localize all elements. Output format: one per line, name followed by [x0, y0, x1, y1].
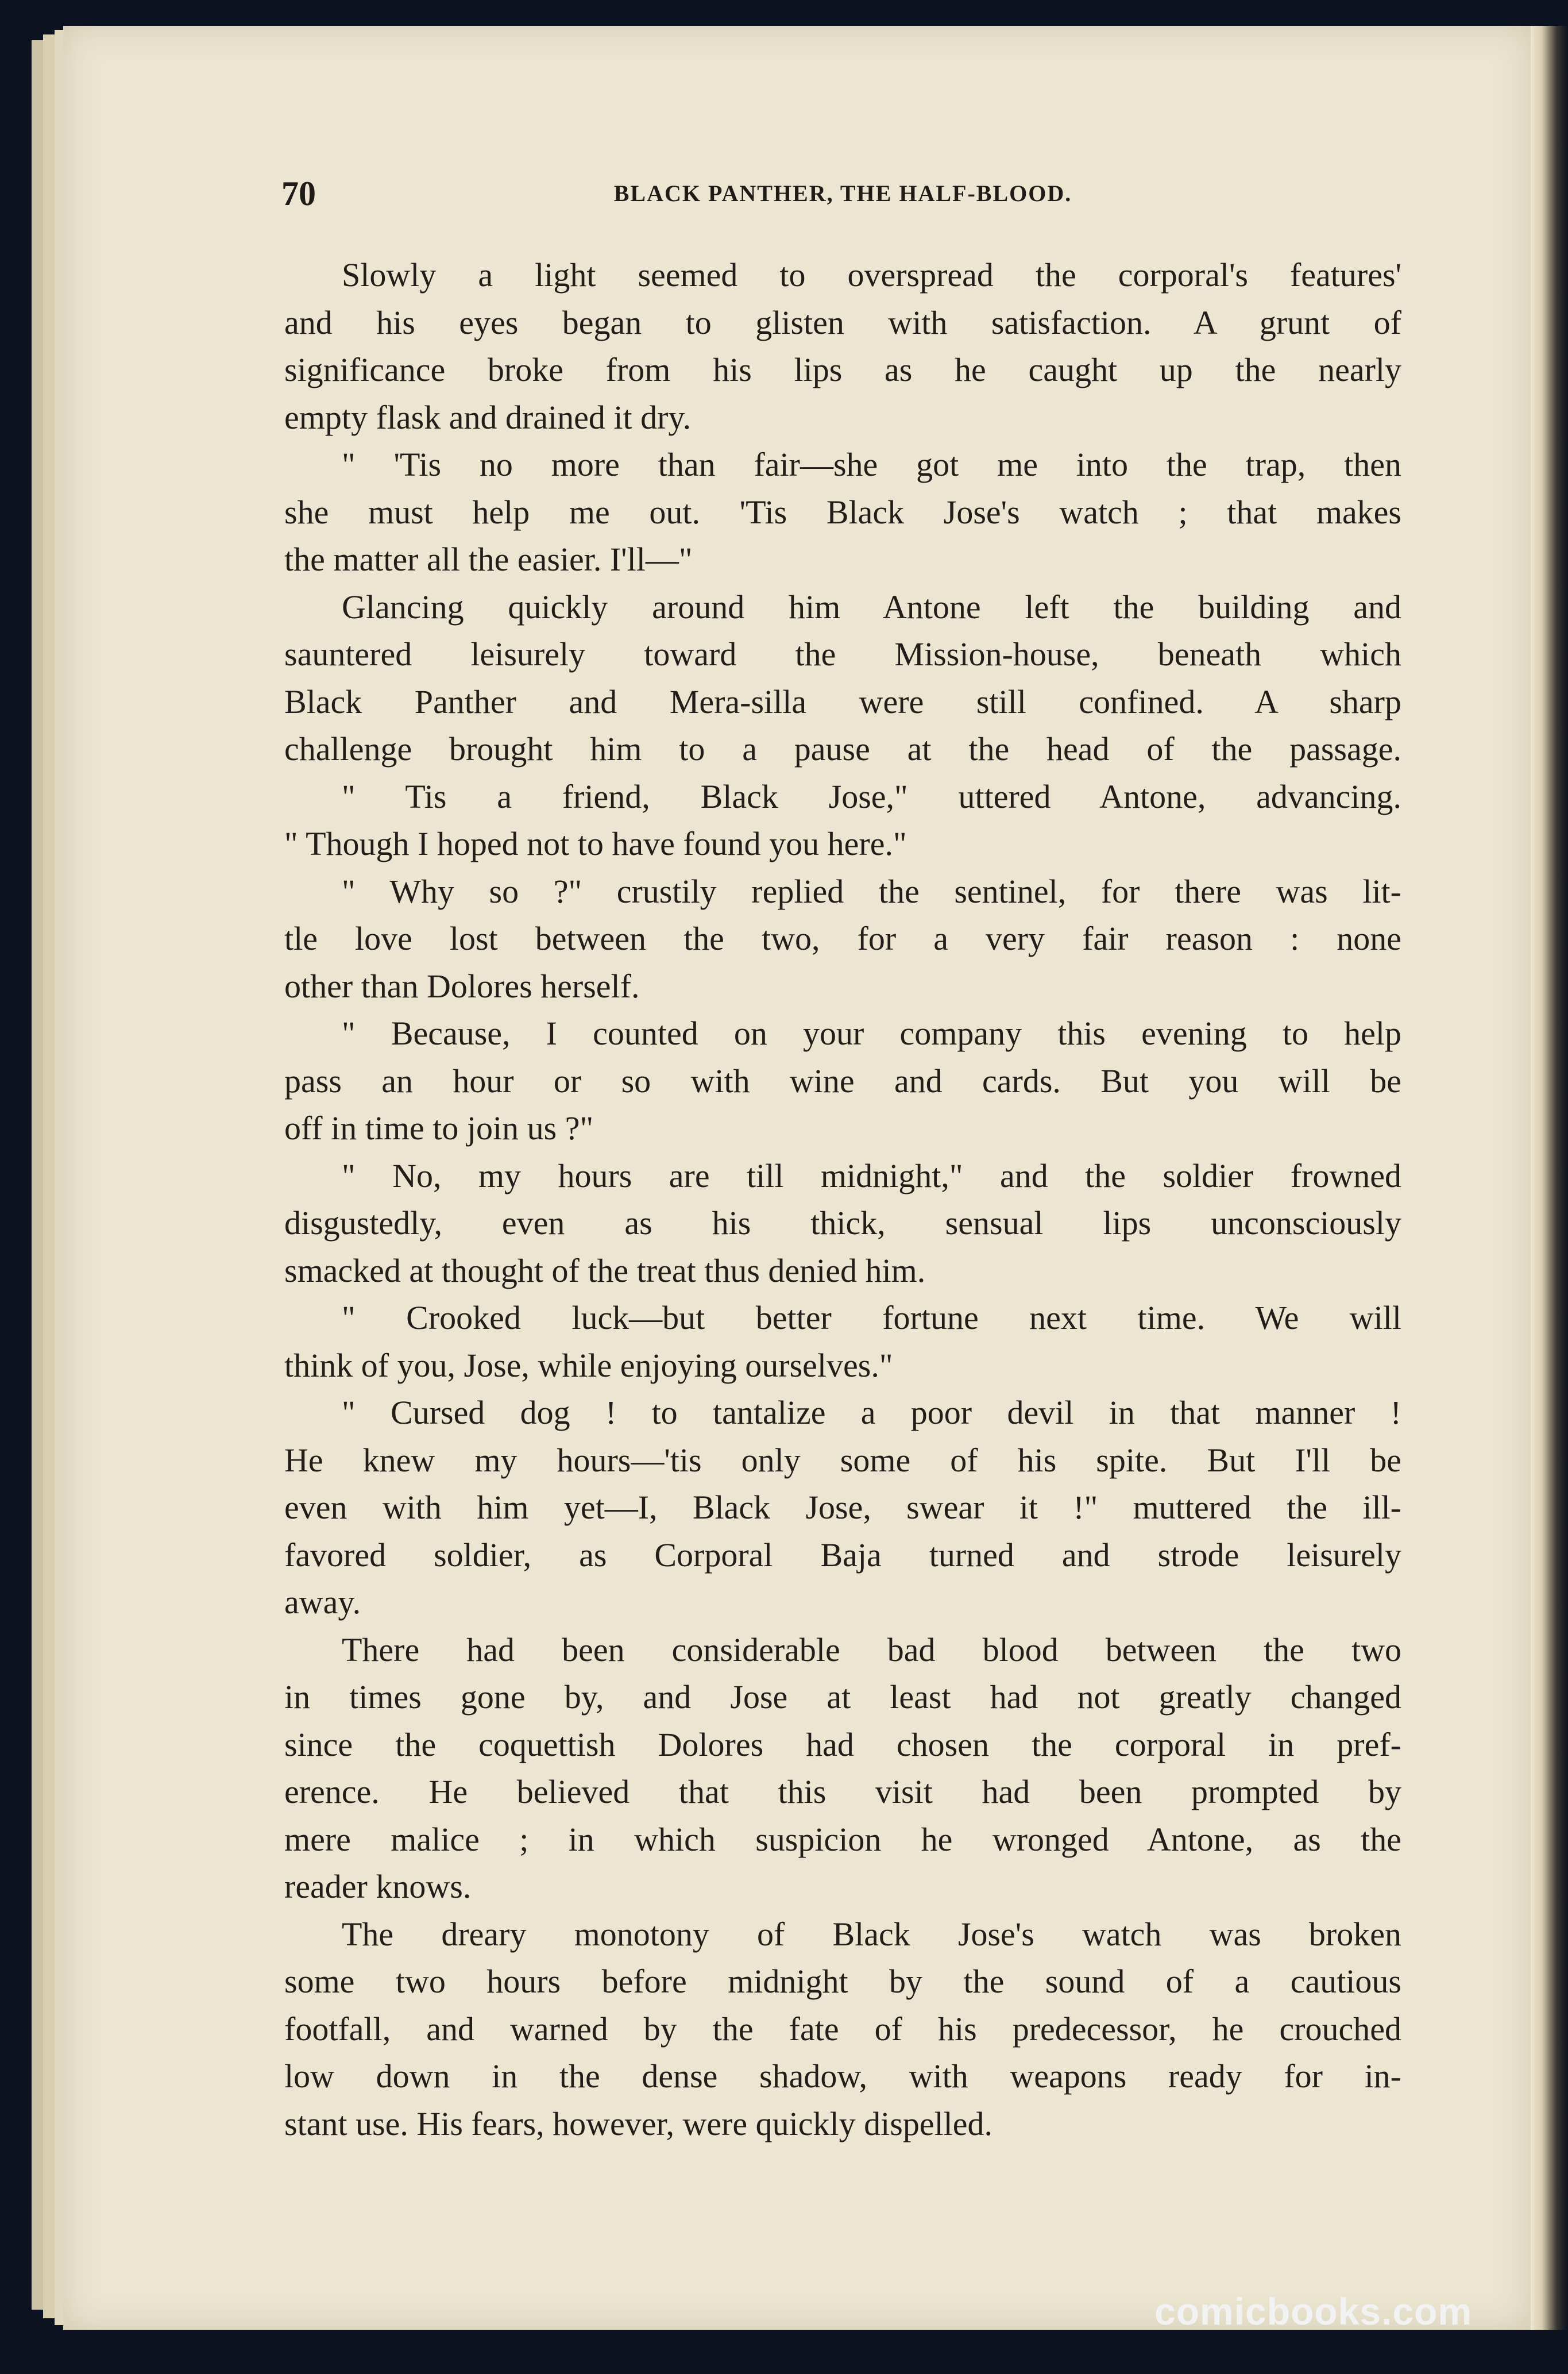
- text-line: challenge brought him to a pause at the head of the passage.: [284, 730, 1401, 768]
- text-line: tle love lost between the two, for a very fair reason : none: [284, 920, 1401, 957]
- text-line: other than Dolores herself.: [284, 967, 640, 1005]
- text-line: The dreary monotony of Black Jose's watch was broken: [342, 1915, 1401, 1953]
- text-line: in times gone by, and Jose at least had not greatly changed: [284, 1678, 1401, 1716]
- text-line: " Why so ?" crustily replied the sentinel, for there was lit-: [342, 872, 1401, 910]
- text-line: sauntered leisurely toward the Mission-house, beneath which: [284, 635, 1401, 673]
- body-text: [284, 252, 1401, 2148]
- text-line: significance broke from his lips as he caught up the nearly: [284, 351, 1401, 388]
- text-line: " Cursed dog ! to tantalize a poor devil in that manner !: [342, 1394, 1401, 1431]
- text-line: she must help me out. 'Tis Black Jose's watch ; that makes: [284, 493, 1401, 531]
- text-line: Black Panther and Mera-silla were still confined. A sharp: [284, 683, 1401, 720]
- text-line: and his eyes began to glisten with satisfaction. A grunt of: [284, 303, 1401, 341]
- text-line: disgustedly, even as his thick, sensual lips unconsciously: [284, 1204, 1401, 1242]
- text-line: " 'Tis no more than fair—she got me into the trap, then: [342, 446, 1401, 483]
- text-line: empty flask and drained it dry.: [284, 398, 692, 436]
- text-line: since the coquettish Dolores had chosen the corporal in pref-: [284, 1725, 1401, 1763]
- text-line: Slowly a light seemed to overspread the corporal's features': [342, 256, 1401, 294]
- text-line: reader knows.: [284, 1868, 472, 1905]
- text-line: Glancing quickly around him Antone left the building and: [342, 588, 1401, 626]
- text-line: He knew my hours—'tis only some of his spite. But I'll be: [284, 1441, 1401, 1479]
- text-line: " Tis a friend, Black Jose," uttered Antone, advancing.: [342, 777, 1401, 815]
- text-line: " Though I hoped not to have found you here.": [284, 825, 907, 862]
- text-line: the matter all the easier. I'll—": [284, 541, 693, 578]
- page-number: 70: [281, 175, 316, 213]
- text-line: " No, my hours are till midnight," and the soldier frowned: [342, 1157, 1401, 1194]
- text-line: erence. He believed that this visit had been prompted by: [284, 1773, 1401, 1810]
- text-line: think of you, Jose, while enjoying ourselves.": [284, 1346, 893, 1384]
- text-line: stant use. His fears, however, were quickly dispelled.: [284, 2105, 993, 2142]
- text-line: favored soldier, as Corporal Baja turned and strode leisurely: [284, 1536, 1401, 1574]
- page-header: [281, 168, 1404, 219]
- watermark-logo: comicbooks.com: [1154, 2290, 1473, 2333]
- text-line: pass an hour or so with wine and cards. But you will be: [284, 1062, 1401, 1100]
- text-line: " Crooked luck—but better fortune next time. We will: [342, 1299, 1401, 1336]
- text-line: off in time to join us ?": [284, 1109, 594, 1147]
- text-line: smacked at thought of the treat thus denied him.: [284, 1251, 926, 1289]
- text-line: " Because, I counted on your company this evening to help: [342, 1015, 1401, 1052]
- text-line: low down in the dense shadow, with weapons ready for in-: [284, 2057, 1401, 2095]
- text-line: There had been considerable bad blood between the two: [342, 1631, 1401, 1668]
- text-line: even with him yet—I, Black Jose, swear it !" muttered the ill-: [284, 1489, 1401, 1526]
- text-line: mere malice ; in which suspicion he wronged Antone, as the: [284, 1820, 1401, 1858]
- text-line: some two hours before midnight by the sound of a cautious: [284, 1963, 1401, 2000]
- book-binding: [1531, 26, 1568, 2330]
- text-line: footfall, and warned by the fate of his predecessor, he crouched: [284, 2010, 1401, 2048]
- text-line: away.: [284, 1583, 361, 1621]
- running-title: BLACK PANTHER, THE HALF-BLOOD.: [613, 180, 1072, 206]
